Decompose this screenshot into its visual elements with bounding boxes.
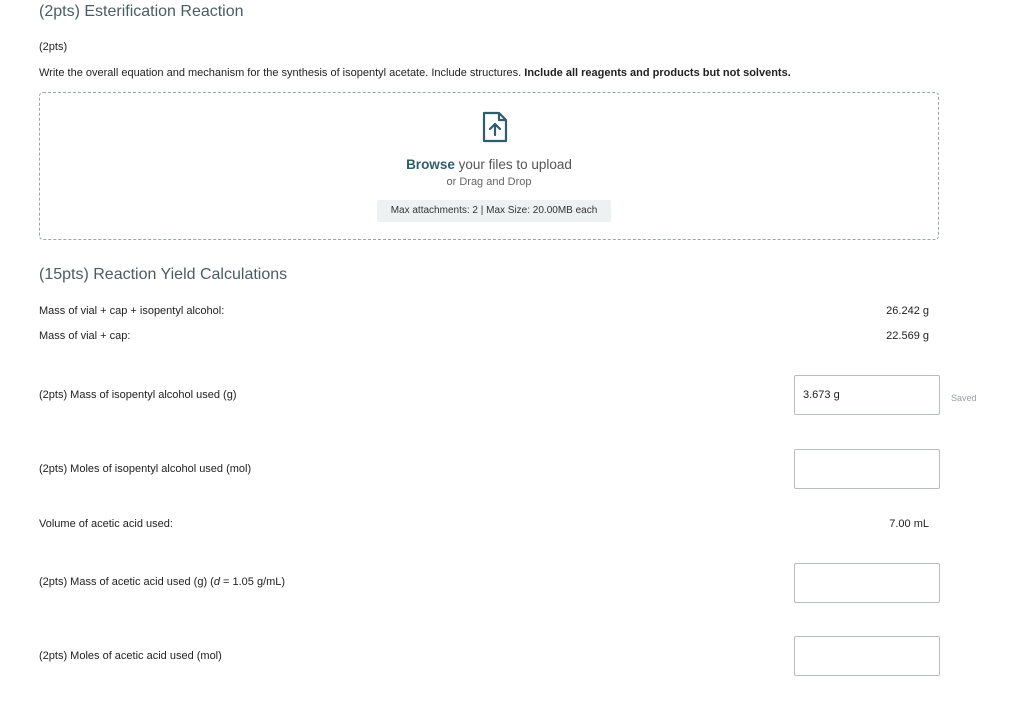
drag-drop-text: or Drag and Drop bbox=[446, 176, 532, 188]
points-label: (2pts) bbox=[39, 41, 68, 53]
answer-input-acetic-moles[interactable] bbox=[794, 636, 940, 676]
question-label: (2pts) Mass of isopentyl alcohol used (g) bbox=[39, 389, 237, 401]
given-value: 7.00 mL bbox=[889, 518, 929, 530]
given-value: 22.569 g bbox=[886, 330, 929, 342]
given-label: Mass of vial + cap: bbox=[39, 330, 131, 342]
answer-input-isopentyl-mass[interactable] bbox=[794, 375, 940, 415]
browse-line bbox=[40, 157, 938, 172]
given-value: 26.242 g bbox=[886, 305, 929, 317]
browse-text: your files to upload bbox=[454, 157, 572, 172]
given-label: Volume of acetic acid used: bbox=[39, 518, 173, 530]
section-title-yield: (15pts) Reaction Yield Calculations bbox=[39, 266, 288, 283]
section-title-esterification: (2pts) Esterification Reaction bbox=[39, 3, 244, 20]
question-label-part: = 1.05 g/mL) bbox=[219, 576, 286, 588]
question-label: (2pts) Moles of acetic acid used (mol) bbox=[39, 650, 222, 662]
given-label: Mass of vial + cap + isopentyl alcohol: bbox=[39, 305, 225, 317]
browse-files-link[interactable]: Browse bbox=[406, 157, 455, 172]
density-symbol: d bbox=[213, 576, 220, 588]
saved-status: Saved bbox=[951, 393, 977, 403]
question-label-part: (2pts) Mass of acetic acid used (g) ( bbox=[39, 576, 214, 588]
instruction-bold-text: Include all reagents and products but not solvents. bbox=[524, 67, 791, 79]
question-label: (2pts) Moles of isopentyl alcohol used (mol) bbox=[39, 463, 252, 475]
question-instruction bbox=[39, 67, 791, 79]
answer-input-acetic-mass[interactable] bbox=[794, 563, 940, 603]
attachment-limits-badge: Max attachments: 2 | Max Size: 20.00MB each bbox=[377, 200, 611, 222]
question-label bbox=[39, 576, 285, 588]
file-drop-zone[interactable] bbox=[39, 92, 939, 240]
answer-input-isopentyl-moles[interactable] bbox=[794, 449, 940, 489]
file-upload-icon[interactable] bbox=[481, 111, 509, 143]
instruction-text: Write the overall equation and mechanism for the synthesis of isopentyl acetate. Include structures. bbox=[39, 67, 525, 79]
